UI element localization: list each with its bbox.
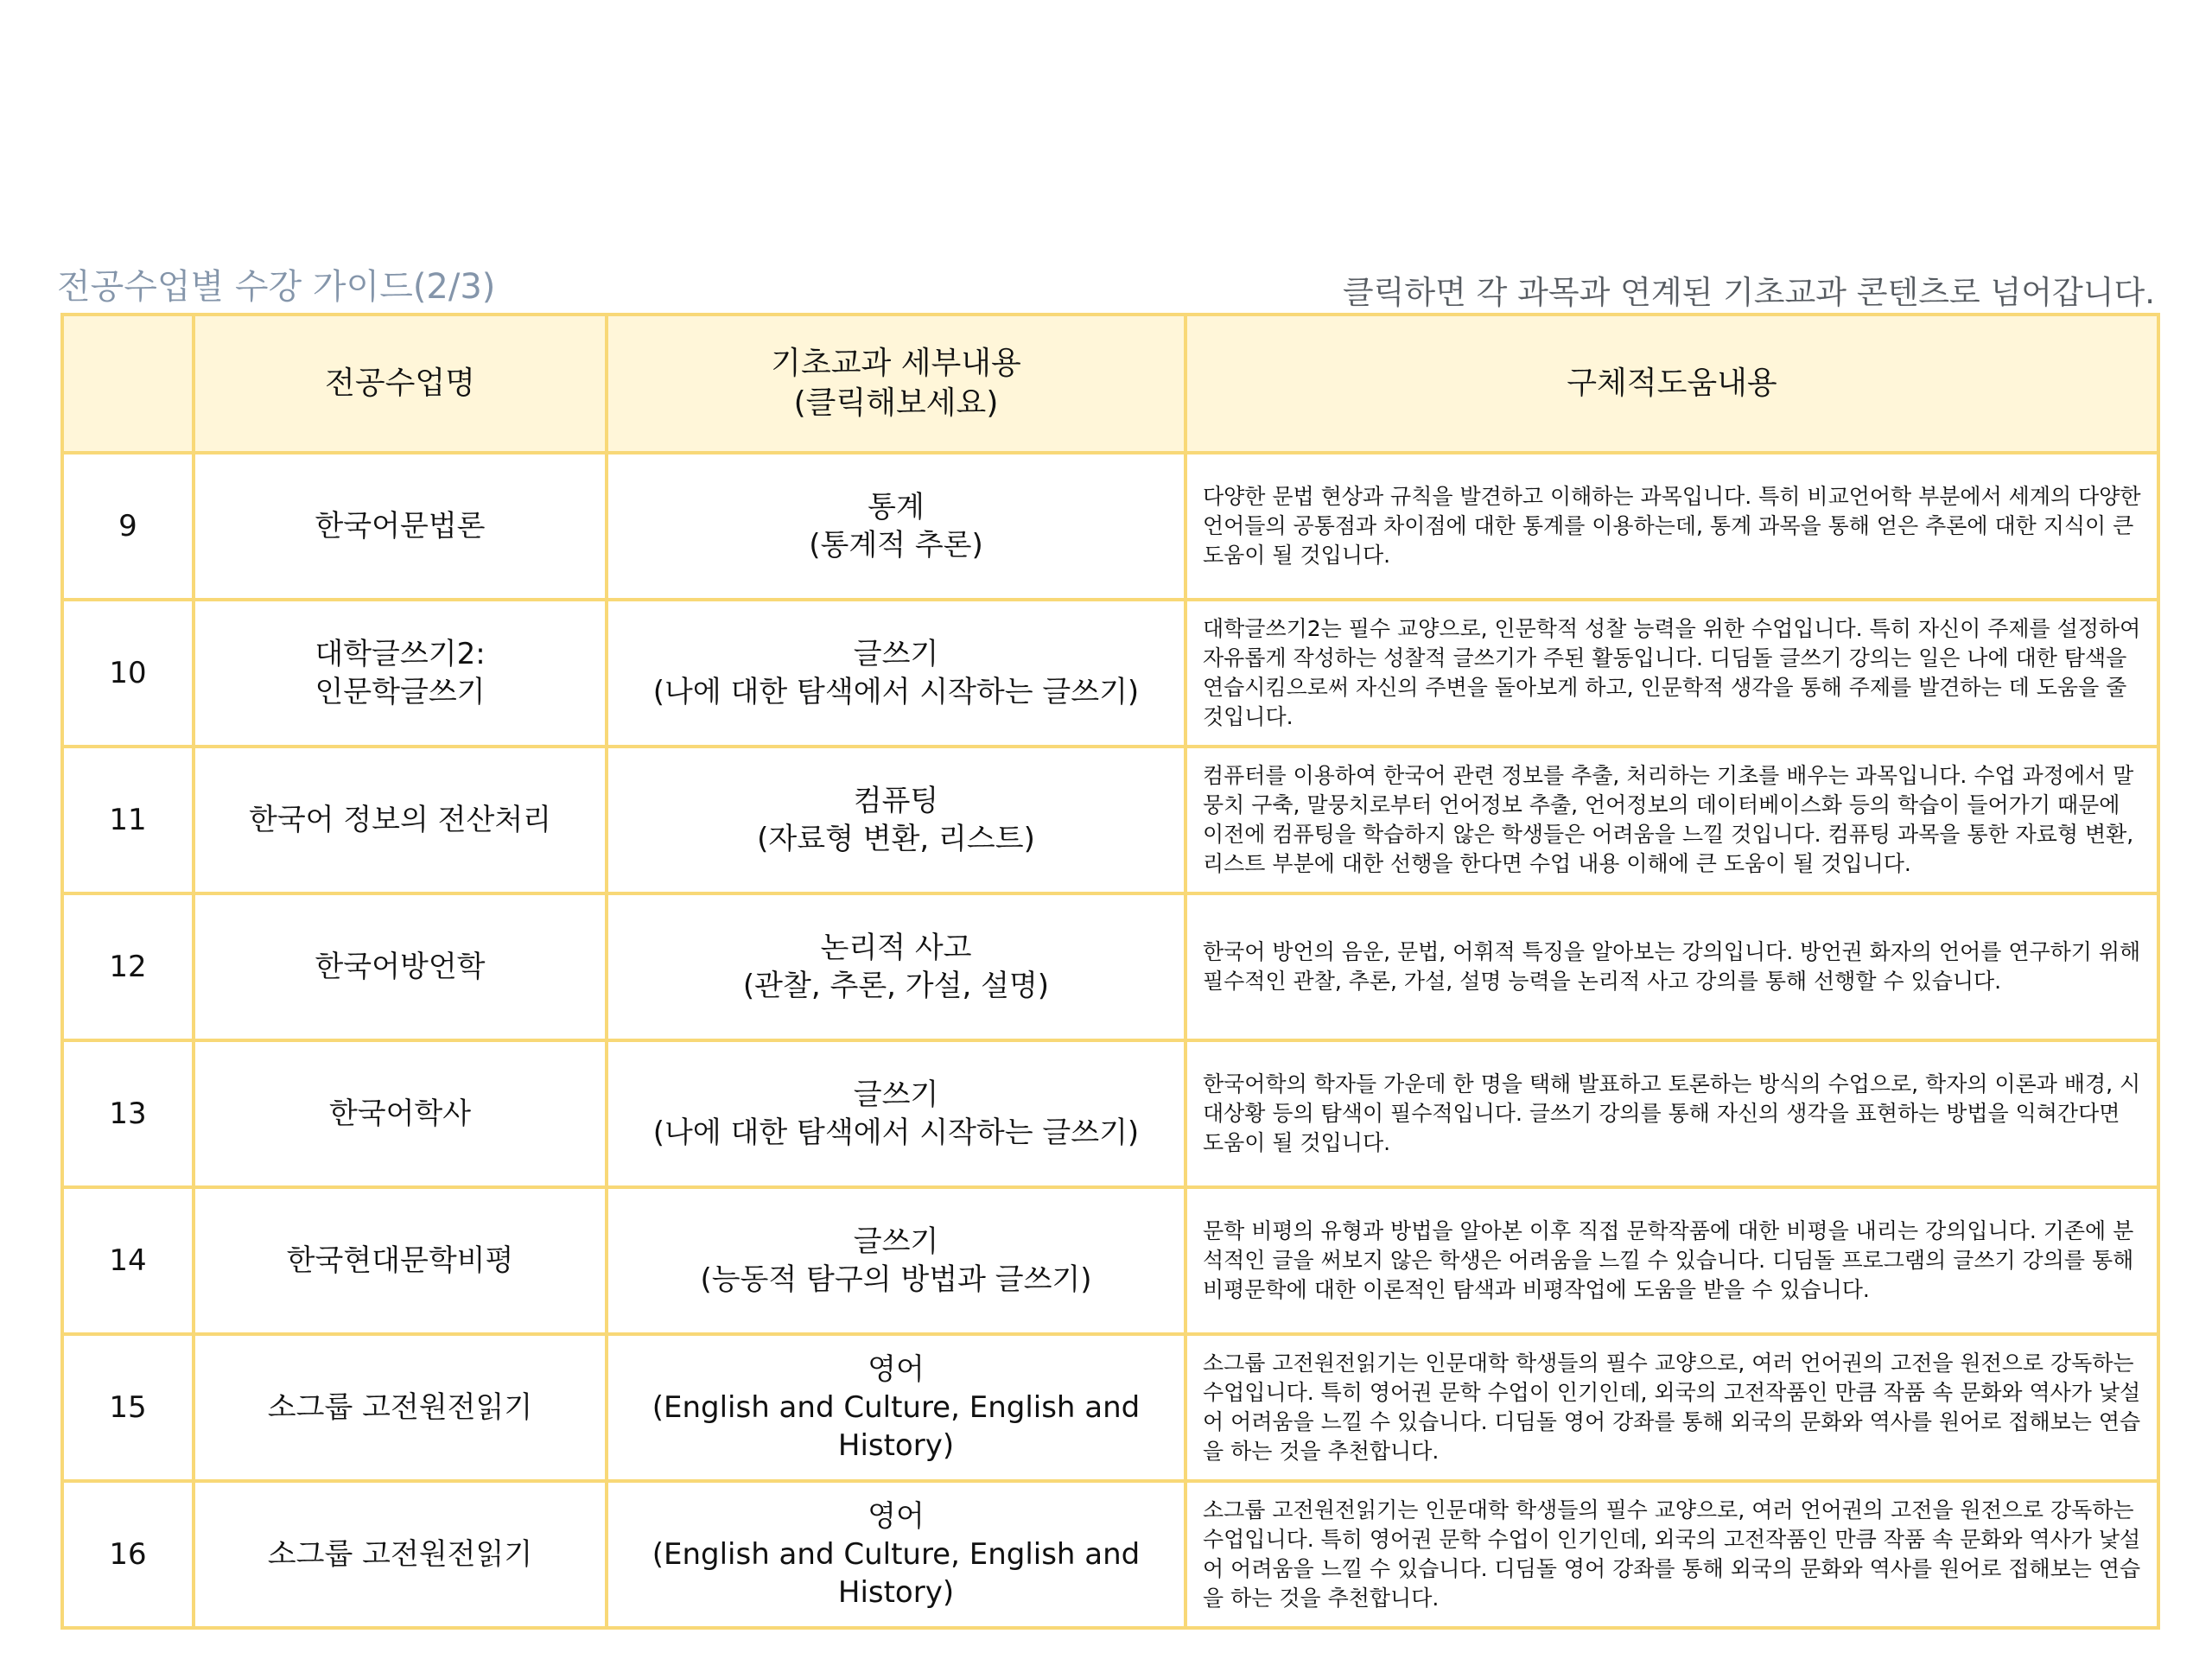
basic-content-link[interactable] <box>607 1187 1185 1334</box>
row-number: 11 <box>62 747 194 893</box>
header-basic-line2: (클릭해보세요) <box>793 385 999 421</box>
basic-content-line: (관찰, 추론, 가설, 설명) <box>742 969 1050 1003</box>
row-number: 10 <box>62 600 194 747</box>
basic-content-line: 영어 <box>868 1499 925 1534</box>
course-name-cell <box>194 1040 607 1187</box>
basic-content-line: 논리적 사고 <box>820 931 972 965</box>
basic-content-line: (능동적 탐구의 방법과 글쓰기) <box>700 1262 1092 1297</box>
help-description: 컴퓨터를 이용하여 한국어 관련 정보를 추출, 처리하는 기초를 배우는 과목입니다. 수업 과정에서 말뭉치 구축, 말뭉치로부터 언어정보 추출, 언어정보의 데이터베이스화 등의 학습이 들어가기 때문에 이전에 컴퓨팅을 학습하지 않은 학생들은 어려움을 느낄 것입니다. 컴퓨팅 과목을 통한 자료형 변환, 리스트 부분에 대한 선행을 한다면 수업 내용 이해에 큰 도움이 될 것입니다. <box>1185 747 2158 893</box>
course-name-line: 한국어 정보의 전산처리 <box>248 803 552 837</box>
table-row <box>62 600 2158 747</box>
basic-content-line: (통계적 추론) <box>809 528 983 563</box>
basic-content-line: 컴퓨팅 <box>853 784 939 818</box>
page-title: 전공수업별 수강 가이드(2/3) <box>57 267 496 307</box>
help-description: 소그룹 고전원전읽기는 인문대학 학생들의 필수 교양으로, 여러 언어권의 고전을 원전으로 강독하는 수업입니다. 특히 영어권 문학 수업이 인기인데, 외국의 고전작품인 만큼 작품 속 문화와 역사가 낯설어 어려움을 느낄 수 있습니다. 디딤돌 영어 강좌를 통해 외국의 문화와 역사를 원어로 접해보는 연습을 하는 것을 추천합니다. <box>1185 1481 2158 1628</box>
course-name-line: 소그룹 고전원전읽기 <box>267 1390 533 1425</box>
header-help: 구체적도움내용 <box>1185 315 2158 453</box>
header-number <box>62 315 194 453</box>
row-number: 13 <box>62 1040 194 1187</box>
table-row <box>62 1187 2158 1334</box>
table-header-row <box>62 315 2158 453</box>
header-basic-line1: 기초교과 세부내용 <box>771 346 1021 381</box>
help-description: 소그룹 고전원전읽기는 인문대학 학생들의 필수 교양으로, 여러 언어권의 고전을 원전으로 강독하는 수업입니다. 특히 영어권 문학 수업이 인기인데, 외국의 고전작품인 만큼 작품 속 문화와 역사가 낯설어 어려움을 느낄 수 있습니다. 디딤돌 영어 강좌를 통해 외국의 문화와 역사를 원어로 접해보는 연습을 하는 것을 추천합니다. <box>1185 1334 2158 1481</box>
basic-content-line: (자료형 변환, 리스트) <box>757 822 1035 856</box>
basic-content-line: 글쓰기 <box>853 1224 939 1259</box>
basic-content-line: 영어 <box>868 1352 925 1387</box>
basic-content-line: History) <box>837 1575 955 1610</box>
table-row <box>62 1481 2158 1628</box>
course-name-cell <box>194 1187 607 1334</box>
header-course: 전공수업명 <box>194 315 607 453</box>
course-name-line: 한국현대문학비평 <box>286 1243 514 1278</box>
table-row <box>62 1040 2158 1187</box>
course-name-line: 한국어학사 <box>328 1096 472 1131</box>
row-number: 16 <box>62 1481 194 1628</box>
table-row <box>62 453 2158 600</box>
row-number: 12 <box>62 893 194 1040</box>
help-description: 다양한 문법 현상과 규칙을 발견하고 이해하는 과목입니다. 특히 비교언어학 부분에서 세계의 다양한 언어들의 공통점과 차이점에 대한 통계를 이용하는데, 통계 과목을 통해 얻은 추론에 대한 지식이 큰 도움이 될 것입니다. <box>1185 453 2158 600</box>
course-name-line: 소그룹 고전원전읽기 <box>267 1537 533 1572</box>
row-number: 9 <box>62 453 194 600</box>
basic-content-line: 글쓰기 <box>853 637 939 671</box>
basic-content-line: History) <box>837 1428 955 1463</box>
course-name-cell <box>194 1334 607 1481</box>
basic-content-link[interactable] <box>607 453 1185 600</box>
help-description: 문학 비평의 유형과 방법을 알아본 이후 직접 문학작품에 대한 비평을 내리는 강의입니다. 기존에 분석적인 글을 써보지 않은 학생은 어려움을 느낄 수 있습니다. 디딤돌 프로그램의 글쓰기 강의를 통해 비평문학에 대한 이론적인 탐색과 비평작업에 도움을 받을 수 있습니다. <box>1185 1187 2158 1334</box>
help-description: 한국어 방언의 음운, 문법, 어휘적 특징을 알아보는 강의입니다. 방언권 화자의 언어를 연구하기 위해 필수적인 관찰, 추론, 가설, 설명 능력을 논리적 사고 강의를 통해 선행할 수 있습니다. <box>1185 893 2158 1040</box>
table-row <box>62 747 2158 893</box>
help-description: 한국어학의 학자들 가운데 한 명을 택해 발표하고 토론하는 방식의 수업으로, 학자의 이론과 배경, 시대상황 등의 탐색이 필수적입니다. 글쓰기 강의를 통해 자신의 생각을 표현하는 방법을 익혀간다면 도움이 될 것입니다. <box>1185 1040 2158 1187</box>
course-name-cell <box>194 747 607 893</box>
basic-content-line: (나에 대한 탐색에서 시작하는 글쓰기) <box>652 1116 1140 1150</box>
row-number: 15 <box>62 1334 194 1481</box>
course-name-line: 인문학글쓰기 <box>315 675 486 709</box>
course-name-line: 한국어방언학 <box>315 950 486 984</box>
header-basic-content <box>607 315 1185 453</box>
course-name-cell <box>194 893 607 1040</box>
course-name-cell <box>194 600 607 747</box>
table-row <box>62 893 2158 1040</box>
course-name-line: 한국어문법론 <box>315 509 486 543</box>
page-hint: 클릭하면 각 과목과 연계된 기초교과 콘텐츠로 넘어갑니다. <box>1342 274 2155 311</box>
basic-content-line: 통계 <box>868 490 925 524</box>
basic-content-link[interactable] <box>607 893 1185 1040</box>
basic-content-link[interactable] <box>607 1481 1185 1628</box>
basic-content-link[interactable] <box>607 600 1185 747</box>
row-number: 14 <box>62 1187 194 1334</box>
course-name-cell <box>194 1481 607 1628</box>
basic-content-link[interactable] <box>607 1040 1185 1187</box>
basic-content-link[interactable] <box>607 747 1185 893</box>
basic-content-line: (English and Culture, English and <box>652 1537 1141 1572</box>
table-row <box>62 1334 2158 1481</box>
course-name-line: 대학글쓰기2: <box>315 637 486 671</box>
course-name-cell <box>194 453 607 600</box>
course-guide-table <box>60 313 2160 1630</box>
basic-content-line: (English and Culture, English and <box>652 1390 1141 1425</box>
basic-content-link[interactable] <box>607 1334 1185 1481</box>
help-description: 대학글쓰기2는 필수 교양으로, 인문학적 성찰 능력을 위한 수업입니다. 특히 자신이 주제를 설정하여 자유롭게 작성하는 성찰적 글쓰기가 주된 활동입니다. 디딤돌 글쓰기 강의는 일은 나에 대한 탐색을 연습시킴으로써 자신의 주변을 돌아보게 하고, 인문학적 생각을 통해 주제를 발견하는 데 도움을 줄 것입니다. <box>1185 600 2158 747</box>
basic-content-line: 글쓰기 <box>853 1077 939 1112</box>
basic-content-line: (나에 대한 탐색에서 시작하는 글쓰기) <box>652 675 1140 709</box>
